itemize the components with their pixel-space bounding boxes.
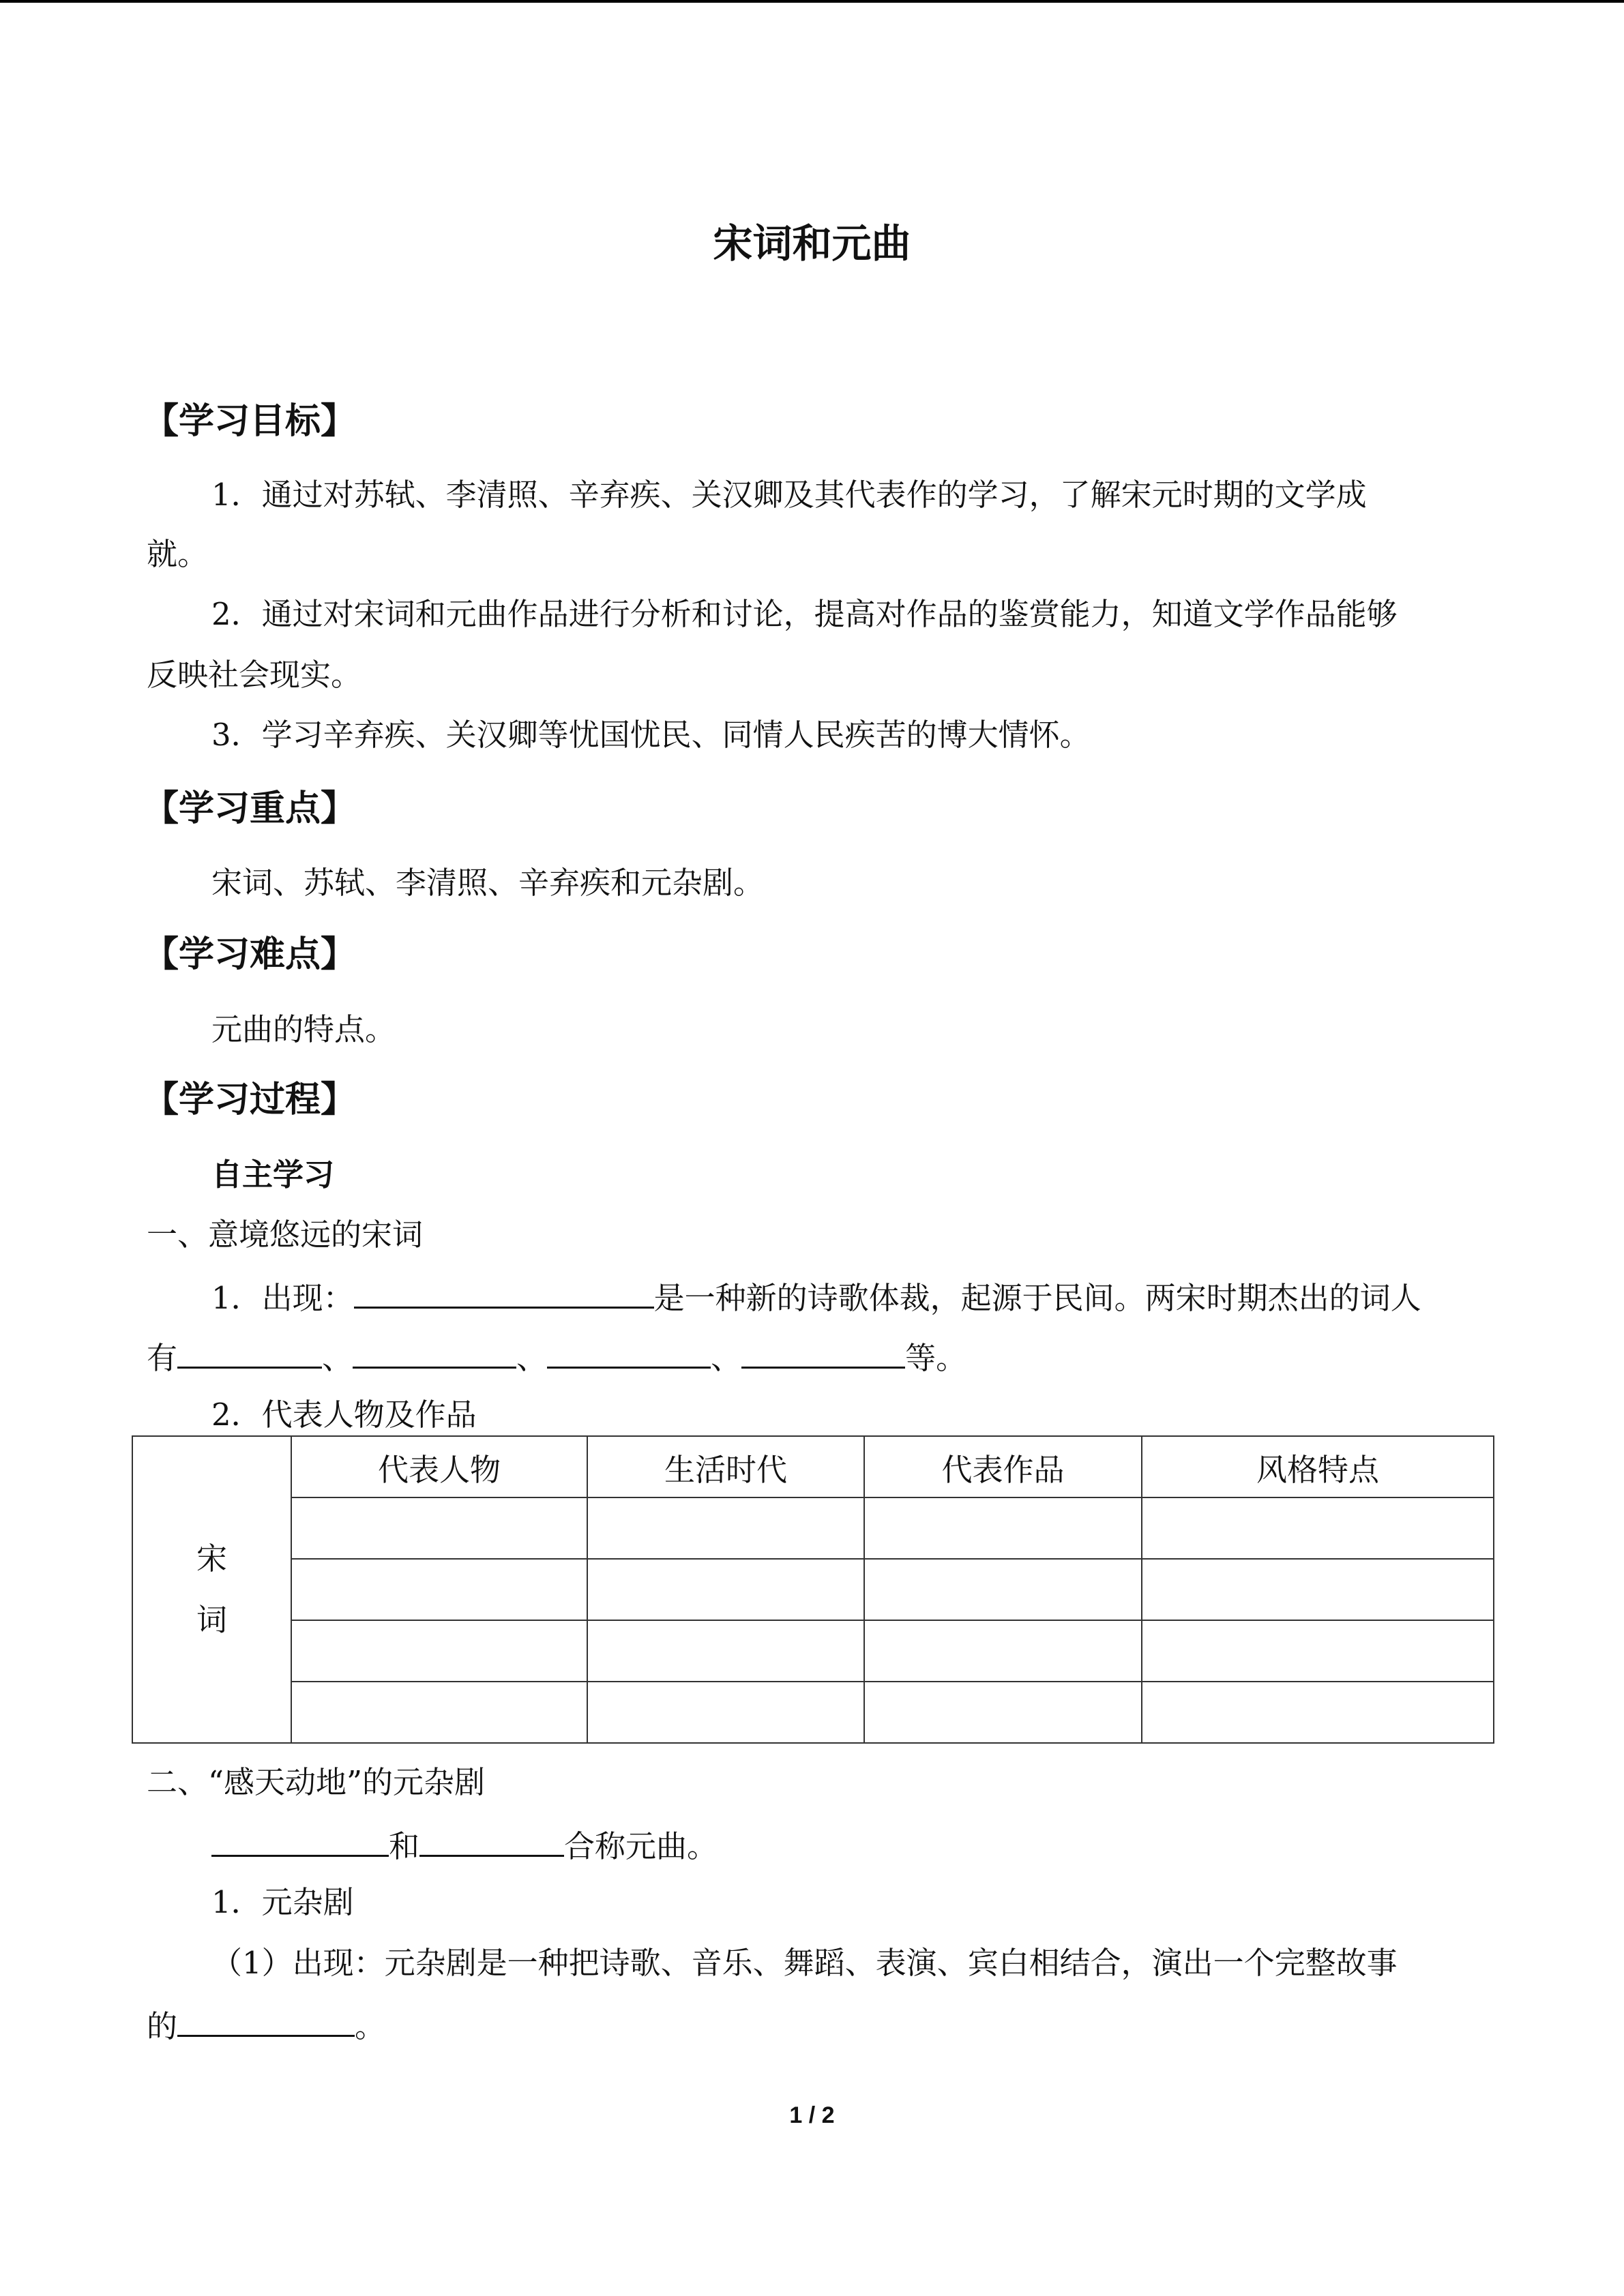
- table-cell[interactable]: [291, 1497, 587, 1559]
- table-row: [132, 1620, 1494, 1682]
- table-cell[interactable]: [864, 1559, 1142, 1620]
- answer-blank-6[interactable]: [211, 1828, 389, 1857]
- answer-blank-3[interactable]: [353, 1339, 516, 1369]
- heading-difficulties: 【学习难点】: [143, 934, 357, 975]
- separator: 、: [711, 1340, 742, 1376]
- row-label-char-2: 词: [196, 1602, 227, 1638]
- question-2: 2．代表人物及作品: [211, 1397, 477, 1433]
- answer-blank-4[interactable]: [547, 1339, 711, 1369]
- header-style: 风格特点: [1142, 1436, 1494, 1497]
- table-row: [132, 1497, 1494, 1559]
- table-row: [132, 1682, 1494, 1743]
- zaju-line2-prefix: 的: [147, 2008, 178, 2044]
- goal-item-1-line-1: 1．通过对苏轼、李清照、辛弃疾、关汉卿及其代表作的学习，了解宋元时期的文学成: [211, 477, 1367, 513]
- key-points-text: 宋词、苏轼、李清照、辛弃疾和元杂剧。: [211, 865, 765, 901]
- table-cell[interactable]: [587, 1620, 864, 1682]
- page-title: 宋词和元曲: [713, 220, 911, 267]
- page-top-border: [0, 0, 1624, 3]
- yuanqu-suffix: 合称元曲。: [564, 1828, 718, 1864]
- table-row-label: [132, 1436, 291, 1743]
- answer-blank-8[interactable]: [177, 2008, 355, 2037]
- table-cell[interactable]: [1142, 1620, 1494, 1682]
- heading-goals: 【学习目标】: [143, 400, 357, 442]
- table-row: [132, 1559, 1494, 1620]
- table-cell[interactable]: [587, 1559, 864, 1620]
- heading-key-points: 【学习重点】: [143, 788, 357, 829]
- part2-title: 二、“感天动地”的元杂剧: [147, 1764, 486, 1800]
- header-representative: 代表人物: [291, 1436, 587, 1497]
- header-works: 代表作品: [864, 1436, 1142, 1497]
- table-cell[interactable]: [291, 1682, 587, 1743]
- table-cell[interactable]: [291, 1559, 587, 1620]
- question-1-line2-suffix: 等。: [905, 1340, 967, 1376]
- zaju-line2-suffix: 。: [355, 2008, 386, 2044]
- table-cell[interactable]: [864, 1497, 1142, 1559]
- question-1-line-2: [147, 1339, 967, 1376]
- question-1-line2-prefix: 有: [147, 1340, 178, 1376]
- table-cell[interactable]: [864, 1682, 1142, 1743]
- yuanqu-and: 和: [389, 1828, 420, 1864]
- goal-item-3: 3．学习辛弃疾、关汉卿等忧国忧民、同情人民疾苦的博大情怀。: [211, 717, 1091, 753]
- answer-blank-2[interactable]: [177, 1339, 322, 1369]
- row-label-char-1: 宋: [196, 1540, 227, 1577]
- table-cell[interactable]: [1142, 1559, 1494, 1620]
- heading-process: 【学习过程】: [143, 1079, 357, 1120]
- question-1-line-1: [211, 1279, 1421, 1316]
- representatives-table: [132, 1435, 1494, 1744]
- header-era: 生活时代: [587, 1436, 864, 1497]
- table-cell[interactable]: [587, 1497, 864, 1559]
- question-1-prefix: 1．出现：: [211, 1280, 354, 1316]
- subheading-self-study: 自主学习: [211, 1157, 335, 1193]
- zaju-item-1-line-2: [147, 2008, 385, 2042]
- table-cell[interactable]: [587, 1682, 864, 1743]
- table-cell[interactable]: [291, 1620, 587, 1682]
- sub-heading-zaju: 1．元杂剧: [211, 1884, 354, 1920]
- separator: 、: [322, 1340, 353, 1376]
- answer-blank-5[interactable]: [741, 1339, 905, 1369]
- yuanqu-line: [211, 1828, 718, 1862]
- question-1-suffix: 是一种新的诗歌体裁，起源于民间。两宋时期杰出的词人: [653, 1280, 1421, 1316]
- table-cell[interactable]: [1142, 1682, 1494, 1743]
- goal-item-1-line-2: 就。: [147, 536, 209, 572]
- page-number: 1 / 2: [789, 2102, 835, 2128]
- answer-blank-7[interactable]: [419, 1828, 564, 1857]
- answer-blank-1[interactable]: [354, 1279, 654, 1309]
- goal-item-2-line-1: 2．通过对宋词和元曲作品进行分析和讨论，提高对作品的鉴赏能力，知道文学作品能够: [211, 596, 1398, 632]
- zaju-item-1-line-1: （1）出现：元杂剧是一种把诗歌、音乐、舞蹈、表演、宾白相结合，演出一个完整故事: [211, 1945, 1398, 1981]
- difficulties-text: 元曲的特点。: [211, 1011, 396, 1047]
- part1-title: 一、意境悠远的宋词: [147, 1217, 424, 1253]
- separator: 、: [516, 1340, 548, 1376]
- table-cell[interactable]: [1142, 1497, 1494, 1559]
- table-cell[interactable]: [864, 1620, 1142, 1682]
- goal-item-2-line-2: 反映社会现实。: [147, 657, 362, 693]
